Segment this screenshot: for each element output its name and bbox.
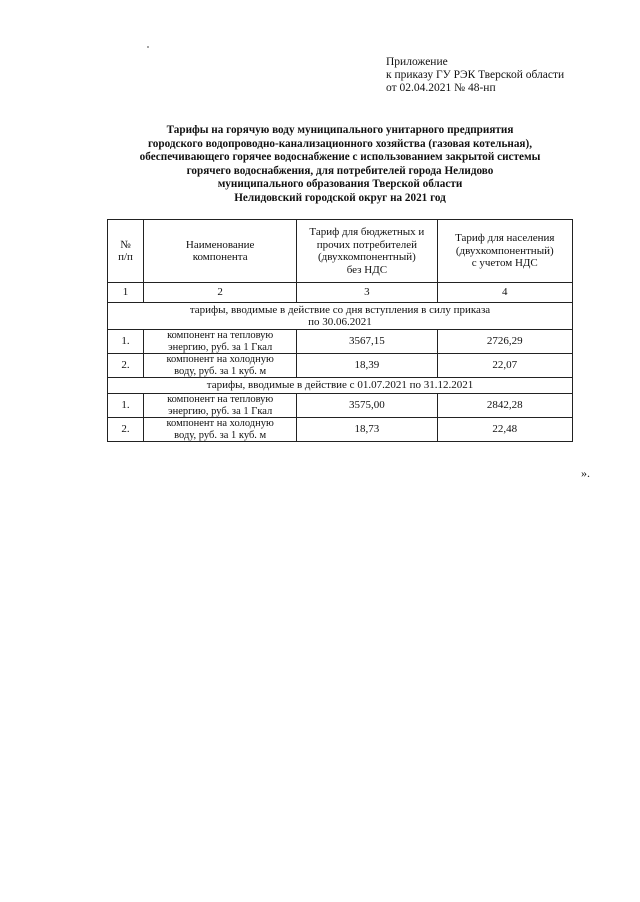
table-header-row — [108, 220, 573, 283]
row-component-name: компонент на холодную воду, руб. за 1 куб. м — [144, 354, 297, 378]
row-number: 2. — [108, 418, 144, 442]
header-component-name: Наименование компонента — [144, 220, 297, 283]
title-line: горячего водоснабжения, для потребителей города Нелидово — [186, 164, 494, 177]
closing-quote-mark: ». — [581, 466, 590, 480]
document-title — [100, 124, 580, 206]
row-budget-value: 18,73 — [297, 418, 437, 442]
table-row — [108, 330, 573, 354]
column-number: 4 — [437, 283, 573, 303]
row-budget-value: 3575,00 — [297, 394, 437, 418]
section-header-row — [108, 303, 573, 330]
column-number: 2 — [144, 283, 297, 303]
title-line: муниципального образования Тверской области — [217, 178, 463, 191]
header-budget-tariff: Тариф для бюджетных и прочих потребителей (двухкомпонентный) без НДС — [297, 220, 437, 283]
row-population-value: 22,48 — [437, 418, 573, 442]
row-component-name: компонент на холодную воду, руб. за 1 куб. м — [144, 418, 297, 442]
row-component-name: компонент на тепловую энергию, руб. за 1 Гкал — [144, 394, 297, 418]
scan-speck — [147, 46, 149, 48]
appendix-reference — [386, 56, 564, 95]
row-population-value: 2842,28 — [437, 394, 573, 418]
row-budget-value: 3567,15 — [297, 330, 437, 354]
title-line: Нелидовский городской округ на 2021 год — [234, 191, 446, 204]
table-row — [108, 394, 573, 418]
title-line: обеспечивающего горячее водоснабжение с использованием закрытой системы — [139, 151, 541, 164]
row-number: 1. — [108, 394, 144, 418]
tariff-table — [107, 219, 573, 442]
table-row — [108, 418, 573, 442]
column-number: 1 — [108, 283, 144, 303]
row-component-name: компонент на тепловую энергию, руб. за 1 Гкал — [144, 330, 297, 354]
title-line: Тарифы на горячую воду муниципального унитарного предприятия — [166, 124, 514, 136]
appendix-line: к приказу ГУ РЭК Тверской области — [386, 69, 565, 81]
title-line: городского водопроводно-канализационного хозяйства (газовая котельная), — [147, 137, 532, 150]
appendix-line: от 02.04.2021 № 48-нп — [386, 82, 496, 94]
section-header-row — [108, 378, 573, 394]
row-number: 2. — [108, 354, 144, 378]
section-title: тарифы, вводимые в действие со дня вступления в силу приказа по 30.06.2021 — [108, 303, 573, 330]
header-population-tariff: Тариф для населения (двухкомпонентный) с учетом НДС — [437, 220, 573, 283]
column-number: 3 — [297, 283, 437, 303]
row-number: 1. — [108, 330, 144, 354]
section-title: тарифы, вводимые в действие с 01.07.2021 по 31.12.2021 — [108, 378, 573, 394]
row-population-value: 2726,29 — [437, 330, 573, 354]
row-budget-value: 18,39 — [297, 354, 437, 378]
appendix-line: Приложение — [386, 56, 448, 68]
header-number: № п/п — [108, 220, 144, 283]
table-row — [108, 354, 573, 378]
column-number-row — [108, 283, 573, 303]
row-population-value: 22,07 — [437, 354, 573, 378]
